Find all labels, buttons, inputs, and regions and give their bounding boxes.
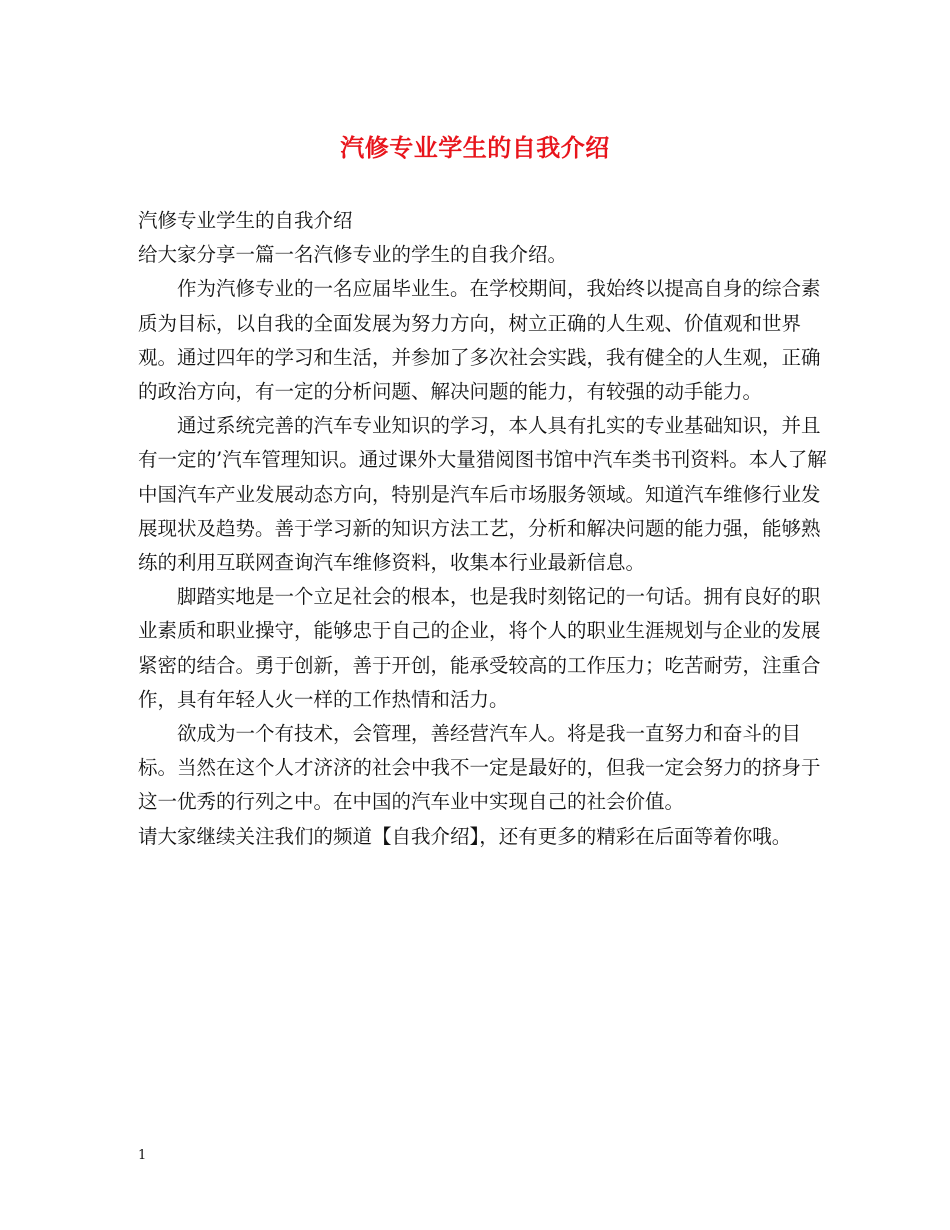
document-body (138, 204, 832, 854)
page-number: 1 (138, 1148, 147, 1163)
body-paragraph: 欲成为一个有技术，会管理，善经营汽车人。将是我一直努力和奋斗的目标。当然在这个人才济济的社会中我不一定是最好的，但我一定会努力的挤身于这一优秀的行列之中。在中国的汽车业中实现自己的社会价值。 (138, 722, 821, 814)
body-paragraph: 作为汽修专业的一名应届毕业生。在学校期间，我始终以提高自身的综合素质为目标，以自我的全面发展为努力方向，树立正确的人生观、价值观和世界观。通过四年的学习和生活，并参加了多次社会实践，我有健全的人生观，正确的政治方向，有一定的分析问题、解决问题的能力，有较强的动手能力。 (138, 277, 821, 404)
body-paragraph: 脚踏实地是一个立足社会的根本，也是我时刻铭记的一句话。拥有良好的职业素质和职业操守，能够忠于自己的企业，将个人的职业生涯规划与企业的发展紧密的结合。勇于创新，善于开创，能承受较高的工作压力；吃苦耐劳，注重合作，具有年轻人火一样的工作热情和活力。 (138, 585, 821, 711)
document-title: 汽修专业学生的自我介绍 (340, 133, 610, 162)
intro-line: 给大家分享一篇一名汽修专业的学生的自我介绍。 (138, 243, 568, 267)
body-paragraph: 通过系统完善的汽车专业知识的学习，本人具有扎实的专业基础知识，并且有一定的’汽车管理知识。通过课外大量猎阅图书馆中汽车类书刊资料。本人了解中国汽车产业发展动态方向，特别是汽车后市场服务领域。知道汽车维修行业发展现状及趋势。善于学习新的知识方法工艺，分析和解决问题的能力强，能够熟练的利用互联网查询汽车维修资料，收集本行业最新信息。 (138, 414, 827, 575)
closing-line: 请大家继续关注我们的频道【自我介绍】，还有更多的精彩在后面等着你哦。 (138, 824, 792, 848)
body-heading: 汽修专业学生的自我介绍 (138, 209, 353, 232)
